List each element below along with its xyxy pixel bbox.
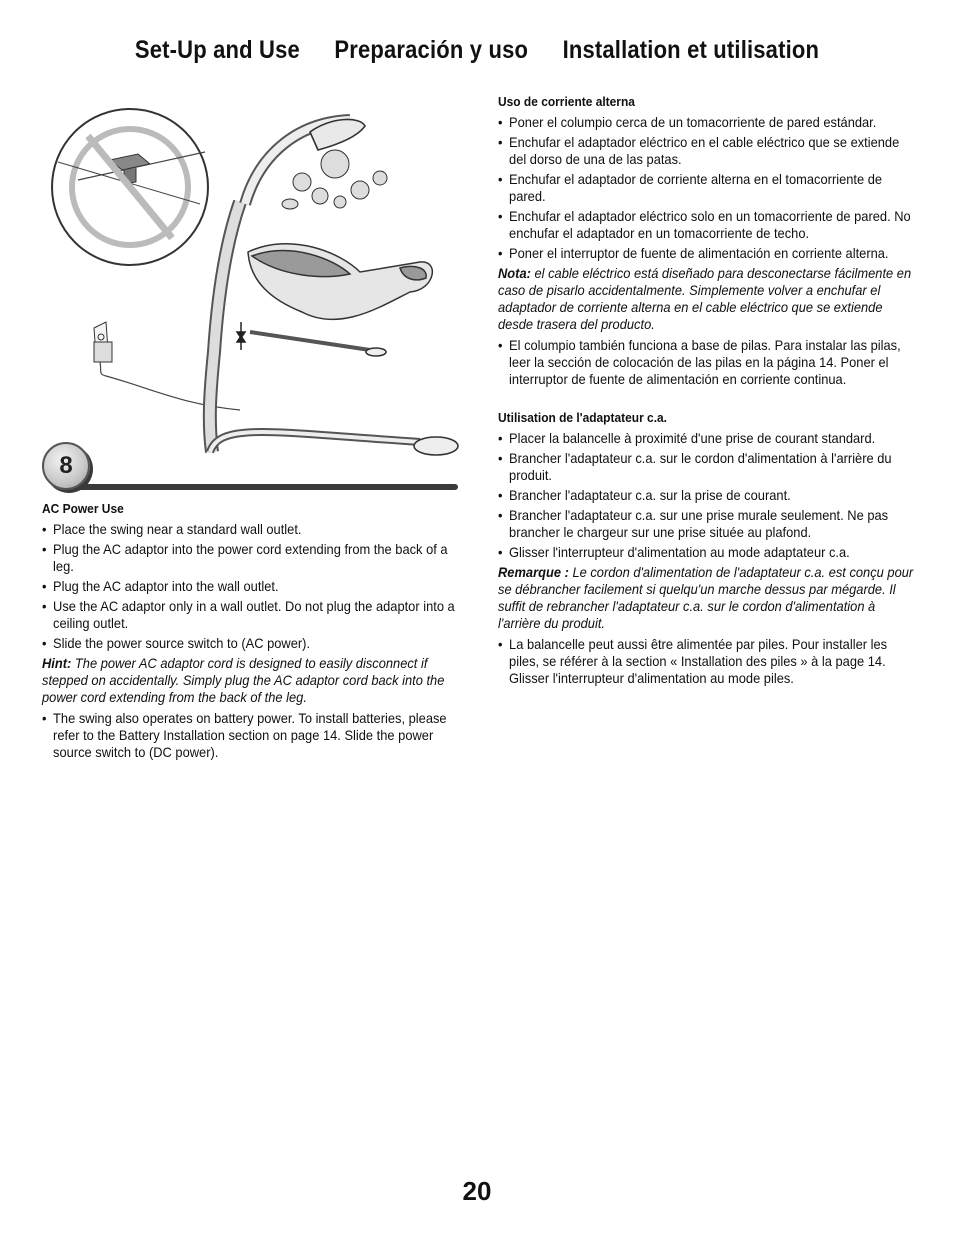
spanish-bullets	[498, 114, 918, 262]
spanish-hint	[498, 265, 918, 333]
french-hint	[498, 564, 918, 632]
list-item: • Plug the AC adaptor into the wall outlet.	[42, 578, 462, 595]
french-title: Utilisation de l'adaptateur c.a.	[498, 410, 668, 425]
list-item: • El columpio también funciona a base de pilas. Para instalar las pilas, leer la sección de colocación de las pilas en la página 14. Poner el interruptor de fuente de alimentación en corriente continua.	[498, 337, 918, 388]
list-item: • La balancelle peut aussi être alimentée par piles. Pour installer les piles, se référer à la section « Installation des piles » à la page 14. Glisser l'interrupteur d'alimentation au mode piles.	[498, 636, 918, 687]
english-battery-list	[42, 710, 462, 761]
spanish-french-column	[498, 93, 918, 690]
hint-text: Le cordon d'alimentation de l'adaptateur c.a. est conçu pour se débrancher facilement si quelqu'un marche dessus par mégarde. Il suffit de rebrancher l'adaptateur c.a. sur le cordon d'alimentation à l'arrière du produit.	[498, 564, 914, 631]
list-item: • Brancher l'adaptateur c.a. sur une prise murale seulement. Ne pas brancher le chargeur sur une prise située au plafond.	[498, 507, 918, 541]
list-item: • Slide the power source switch to (AC power).	[42, 635, 462, 652]
english-title: AC Power Use	[42, 501, 124, 516]
english-bullets	[42, 521, 462, 652]
list-item: • Placer la balancelle à proximité d'une prise de courant standard.	[498, 430, 918, 447]
list-item: • Enchufar el adaptador de corriente alterna en el tomacorriente de pared.	[498, 171, 918, 205]
step-number-badge: 8	[42, 442, 90, 490]
list-item: • The swing also operates on battery power. To install batteries, please refer to the Battery Installation section on page 14. Slide the power source switch to (DC power).	[42, 710, 462, 761]
list-item: • Use the AC adaptor only in a wall outlet. Do not plug the adaptor into a ceiling outlet.	[42, 598, 462, 632]
list-item: • Place the swing near a standard wall outlet.	[42, 521, 462, 538]
list-item: • Plug the AC adaptor into the power cord extending from the back of a leg.	[42, 541, 462, 575]
list-item: • Brancher l'adaptateur c.a. sur le cordon d'alimentation à l'arrière du produit.	[498, 450, 918, 484]
hint-label: Remarque :	[498, 564, 569, 580]
header-english: Set-Up and Use	[134, 36, 300, 64]
hint-text: el cable eléctrico está diseñado para desconectarse fácilmente en caso de pisarlo accidentalmente. Simplemente volver a enchufar el adaptador de corriente alterna en el cable eléctrico que se extiende desde trasera del producto.	[498, 265, 912, 332]
hint-label: Nota:	[498, 265, 531, 281]
list-item: • Glisser l'interrupteur d'alimentation au mode adaptateur c.a.	[498, 544, 918, 561]
no-ceiling-outlet-icon	[52, 109, 208, 265]
power-switch-arrows	[237, 322, 245, 350]
toy-mobile	[282, 150, 387, 209]
english-hint	[42, 655, 462, 706]
header-french: Installation et utilisation	[562, 36, 820, 64]
list-item: • Enchufar el adaptador eléctrico en el cable eléctrico que se extiende del dorso de una de las patas.	[498, 134, 918, 168]
list-item: • Enchufar el adaptador eléctrico solo en un tomacorriente de pared. No enchufar el adaptador en un tomacorriente de techo.	[498, 208, 918, 242]
page-number: 20	[462, 1176, 492, 1206]
step-divider	[60, 484, 458, 490]
list-item: • Poner el interruptor de fuente de alimentación en corriente alterna.	[498, 245, 918, 262]
list-item: • Poner el columpio cerca de un tomacorriente de pared estándar.	[498, 114, 918, 131]
hint-label: Hint:	[42, 655, 72, 671]
french-bullets	[498, 430, 918, 561]
swing-illustration	[40, 92, 460, 492]
list-item: • Brancher l'adaptateur c.a. sur la prise de courant.	[498, 487, 918, 504]
page-header	[57, 36, 897, 65]
hint-text: The power AC adaptor cord is designed to easily disconnect if stepped on accidentally. Simply plug the AC adaptor cord back into the power cord extending from the back of the leg.	[42, 655, 445, 705]
swing-seat	[248, 244, 432, 320]
english-section	[42, 500, 462, 764]
french-battery-list	[498, 636, 918, 687]
spanish-title: Uso de corriente alterna	[498, 94, 635, 109]
header-spanish: Preparación y uso	[334, 36, 529, 64]
spanish-battery-list	[498, 337, 918, 388]
